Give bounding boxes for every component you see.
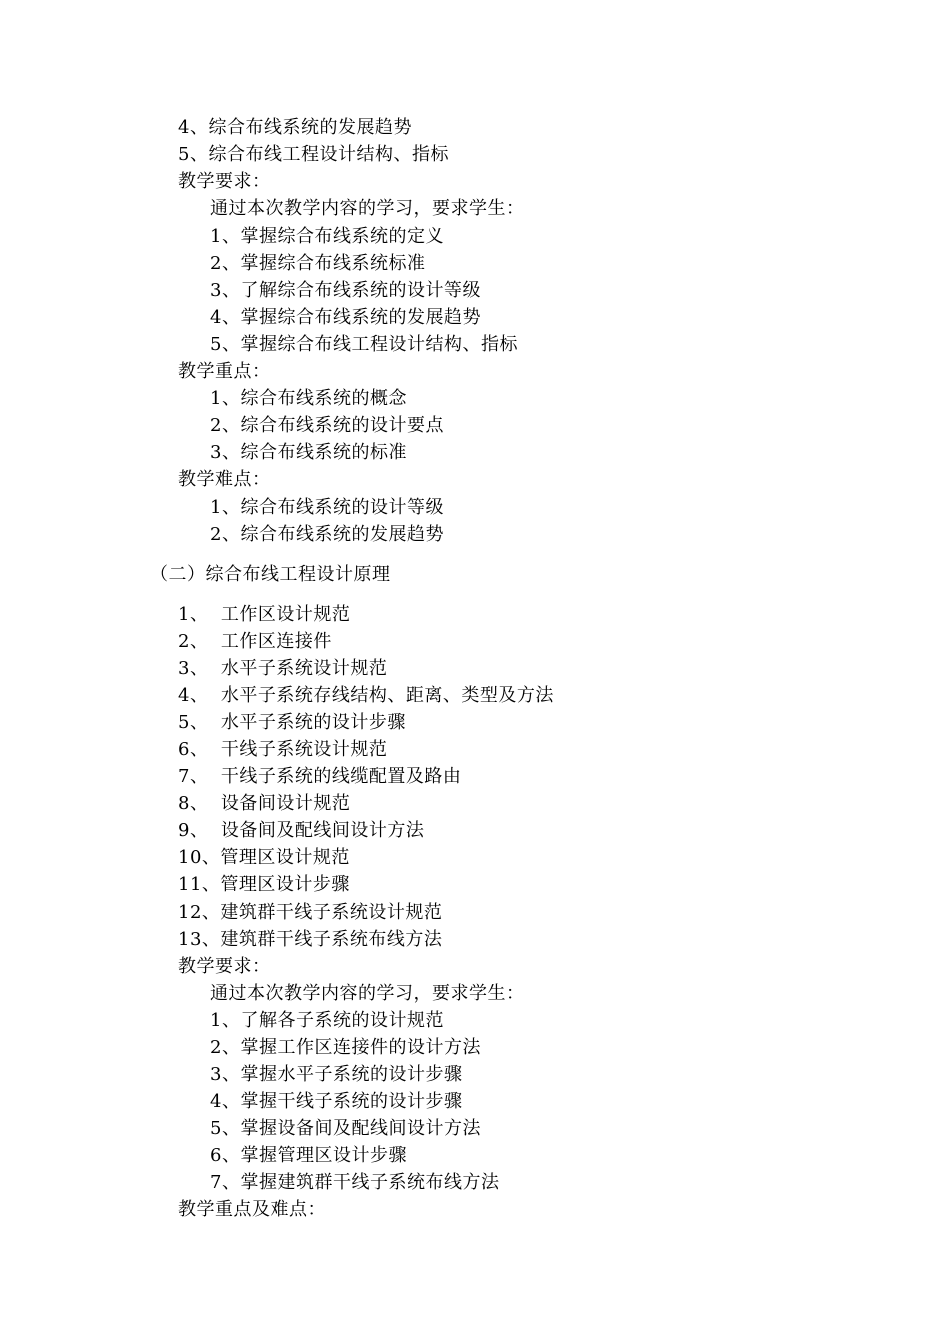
section2-topic: 1、 工作区设计规范 bbox=[178, 604, 351, 625]
difficulties-heading: 教学难点： bbox=[178, 469, 271, 490]
section1-topic-5: 5、综合布线工程设计结构、指标 bbox=[178, 144, 449, 165]
section2-requirement-item: 1、了解各子系统的设计规范 bbox=[210, 1010, 444, 1031]
key-point-item: 2、综合布线系统的设计要点 bbox=[210, 415, 444, 436]
section2-requirements-heading: 教学要求： bbox=[178, 956, 271, 977]
requirement-item: 4、掌握综合布线系统的发展趋势 bbox=[210, 307, 481, 328]
section2-title: （二）综合布线工程设计原理 bbox=[150, 564, 391, 585]
section2-requirements-intro: 通过本次教学内容的学习，要求学生： bbox=[210, 983, 525, 1004]
section2-requirement-item: 4、掌握干线子系统的设计步骤 bbox=[210, 1091, 463, 1112]
section2-topic: 5、 水平子系统的设计步骤 bbox=[178, 712, 406, 733]
difficulty-item: 2、综合布线系统的发展趋势 bbox=[210, 524, 444, 545]
key-and-difficult-heading: 教学重点及难点： bbox=[178, 1199, 326, 1220]
section2-topic: 9、 设备间及配线间设计方法 bbox=[178, 820, 425, 841]
requirements-intro: 通过本次教学内容的学习，要求学生： bbox=[210, 198, 525, 219]
section2-requirement-item: 2、掌握工作区连接件的设计方法 bbox=[210, 1037, 481, 1058]
requirement-item: 5、掌握综合布线工程设计结构、指标 bbox=[210, 334, 518, 355]
section2-topic: 10、管理区设计规范 bbox=[178, 847, 350, 868]
section2-topic: 11、管理区设计步骤 bbox=[178, 874, 350, 895]
key-points-heading: 教学重点： bbox=[178, 361, 271, 382]
requirement-item: 2、掌握综合布线系统标准 bbox=[210, 253, 426, 274]
requirements-heading: 教学要求： bbox=[178, 171, 271, 192]
section2-topic: 6、 干线子系统设计规范 bbox=[178, 739, 388, 760]
requirement-item: 3、了解综合布线系统的设计等级 bbox=[210, 280, 481, 301]
section2-requirement-item: 7、掌握建筑群干线子系统布线方法 bbox=[210, 1172, 500, 1193]
section2-topic: 4、 水平子系统存线结构、距离、类型及方法 bbox=[178, 685, 554, 706]
section2-requirement-item: 3、掌握水平子系统的设计步骤 bbox=[210, 1064, 463, 1085]
key-point-item: 3、综合布线系统的标准 bbox=[210, 442, 407, 463]
section2-requirement-item: 6、掌握管理区设计步骤 bbox=[210, 1145, 407, 1166]
section2-topic: 13、建筑群干线子系统布线方法 bbox=[178, 929, 443, 950]
section2-topic: 12、建筑群干线子系统设计规范 bbox=[178, 902, 443, 923]
difficulty-item: 1、综合布线系统的设计等级 bbox=[210, 497, 444, 518]
section2-topic: 2、 工作区连接件 bbox=[178, 631, 332, 652]
section2-topic: 3、 水平子系统设计规范 bbox=[178, 658, 388, 679]
section2-topic: 8、 设备间设计规范 bbox=[178, 793, 351, 814]
requirement-item: 1、掌握综合布线系统的定义 bbox=[210, 226, 444, 247]
section2-requirement-item: 5、掌握设备间及配线间设计方法 bbox=[210, 1118, 481, 1139]
section2-topic: 7、 干线子系统的线缆配置及路由 bbox=[178, 766, 462, 787]
key-point-item: 1、综合布线系统的概念 bbox=[210, 388, 407, 409]
section1-topic-4: 4、综合布线系统的发展趋势 bbox=[178, 117, 412, 138]
